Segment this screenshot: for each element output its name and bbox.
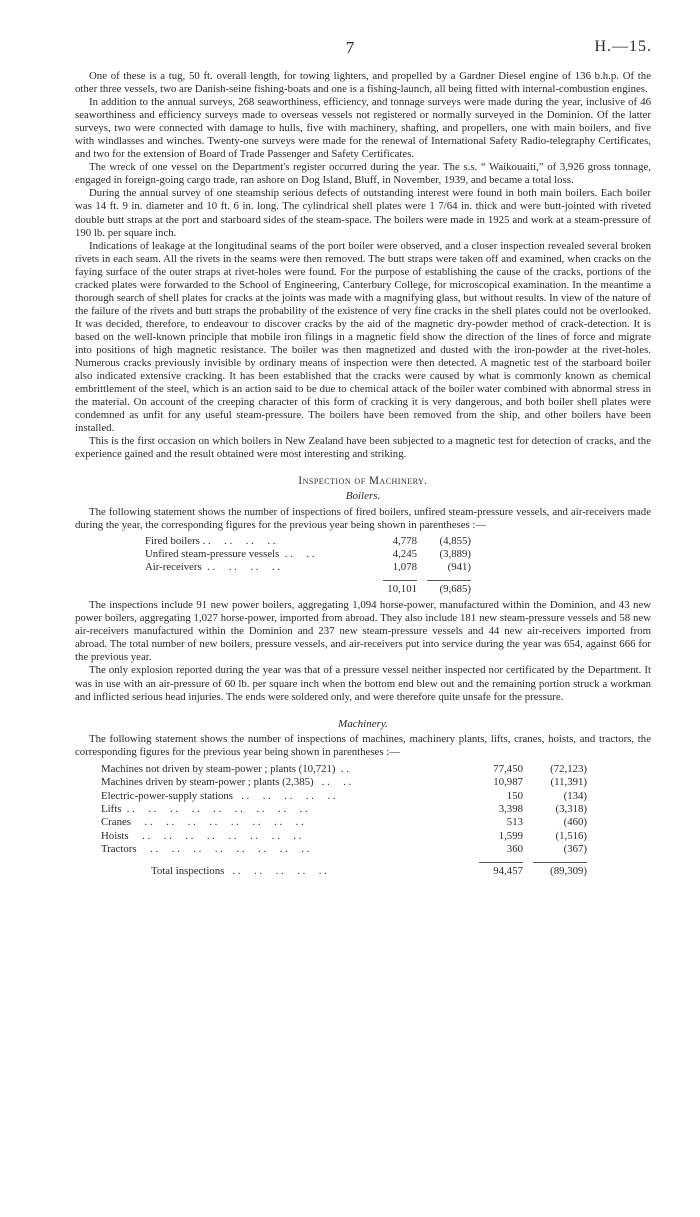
total-row [145,583,471,596]
row-value: 1,599 [498,829,523,842]
paragraph: This is the first occasion on which boilers in New Zealand have been subjected to a magnetic test for detection of cracks, and the experience gained and the result obtained were most interesting and striking. [75,435,651,461]
table-row [101,776,587,789]
row-label: Air-receivers [145,561,202,574]
table-row [145,561,471,574]
row-value: 10,987 [493,776,523,789]
row-label: Electric-power-supply stations [101,789,234,802]
row-previous: (4,855) [439,534,471,547]
row-previous: (941) [447,561,471,574]
row-previous: (11,391) [550,776,587,789]
leader-dots: . . [335,762,349,775]
total-label: Total inspections [151,864,225,877]
row-previous: (72,123) [550,762,587,775]
subheading-machinery: Machinery. [338,717,388,730]
table-row [145,548,471,561]
row-value: 513 [506,816,523,829]
paragraph: In addition to the annual surveys, 268 seaworthiness, efficiency, and tonnage surveys were made during the year, inclusive of 46 seaworthiness and efficiency surveys made to overseas vessels not registered or normally surveyed in the Dominion. Of the latter surveys, two were connected with damage to hulls, five with machinery, shafting, and propellers, one with main boilers, and five with windlasses and winches. Twenty-one surveys were made for the renewal of International Safety Radio-telegraphy Certificates, and two for the extension of Board of Trade Passenger and Safety Certificates. [75,96,651,161]
row-previous: (367) [563,843,587,856]
boilers-intro: The following statement shows the number of inspections of fired boilers, unfired steam-pressure vessels, and air-receivers made during the year, the corresponding figures for the previous year being shown in parentheses :— [75,505,651,531]
leader-dots: . . . . . . . . . . . . . . . . [128,829,302,842]
paragraph: During the annual survey of one steamship serious defects of outstanding interest were found in both main boilers. Each boiler was 14 ft. 9 in. diameter and 10 ft. 6 in. long. The cylindrical shell plates were 1 7/64 in. thick and were butt-jointed with riveted double butt straps at the port and starboard sides of the steam-space. The boilers were made in 1925 and work at a steam-pressure of 190 lb. per square inch. [75,187,651,239]
row-value: 77,450 [493,762,523,775]
total-row [101,865,587,878]
document-body [75,70,651,878]
total-previous: (9,685) [439,582,471,595]
leader-dots: . . . . . . . . . . . . . . . . . . [121,802,308,815]
table-row [101,843,587,856]
total-rule [479,862,523,863]
rule-row [101,857,587,865]
leader-dots: . . . . [279,548,315,560]
row-value: 150 [506,789,523,802]
row-previous: (134) [563,789,587,802]
row-value: 1,078 [392,561,417,574]
row-label: Machines driven by steam-power ; plants (2,385) [101,776,314,789]
table-row [145,535,471,548]
row-previous: (1,516) [555,829,587,842]
leader-dots: . . . . . . . . [201,561,281,574]
total-value: 94,457 [493,864,523,877]
machinery-intro: The following statement shows the number of inspections of machines, machinery plants, lifts, cranes, hoists, and tractors, the corresponding figures for the previous year being shown in parentheses :— [75,732,651,758]
rule-row [145,575,471,583]
paragraph: One of these is a tug, 50 ft. overall length, for towing lighters, and propelled by a Gardner Diesel engine of 136 b.h.p. Of the other three vessels, two are Danish-seine fishing-boats and one is a fishing-launch, all being fitted with internal-combustion engines. [75,70,651,96]
total-rule [427,580,471,581]
paragraph: The wreck of one vessel on the Department's register occurred during the year. The s.s. “ Waikouaiti,” of 3,926 gross tonnage, engaged in foreign-going cargo trade, ran ashore on Dog Island, Bluff, in November, 1939, and became a total loss. [75,161,651,187]
row-label: Cranes [101,816,131,829]
machinery-table [101,763,587,878]
leader-dots: . . . . . . . . [199,534,276,547]
section-heading: Inspection of Machinery. [298,475,428,488]
paragraph: Indications of leakage at the longitudinal seams of the port boiler were observed, and a closer inspection revealed several broken rivets in each seam. All the rivets in the seams were then removed. The butt straps were taken off and examined, when cracks on the faying surface of the outer straps at rivet-holes were found. For the purpose of establishing the cause of the cracks, portions of the cracked plates were forwarded to the School of Engineering, Canterbury College, for microscopical examination. In the meantime a thorough search of shell plates for cracks at the joints was made with a magnifying glass, but without results. In view of the nature of the failure of the rivets and butt straps the probability of the existence of very fine cracks in the shell plates could not be overlooked. It was decided, therefore, to endeavour to discover cracks by the aid of the magnetic dry-powder method of crack-detection. It is based on the well-known principle that mobile iron filings in a magnetic field show the direction of the lines of force and migrate into positions of high magnetic resistance. The boiler was then magnetized and dusted with the iron-powder at the rivet-holes. Numerous cracks previously invisible by ordinary means of inspection were then detected. A magnetic test of the starboard boiler also indicated extensive cracking. It has been established that the cracks were caused by what is commonly known as chemical embrittlement of the steel, which is an action said to be due to chemical attack of the boiler water combined with abnormal stress in the material. On account of the creeping character of this form of cracking it is very dangerous, and both boiler shell plates were condemned as unfit for any useful steam-pressure. The boilers have been removed from the ship, and other boilers have been installed. [75,239,651,435]
total-previous: (89,309) [550,864,587,877]
leader-dots: . . . . . . . . . . . . . . . . [130,816,304,829]
row-label: Lifts [101,802,122,815]
leader-dots: . . . . . . . . . . [224,864,327,877]
table-row [101,803,587,816]
row-value: 4,245 [392,548,417,560]
row-value: 3,398 [498,802,523,815]
row-label: Machines not driven by steam-power ; plants (10,721) [101,762,336,775]
row-label: Fired boilers [145,534,200,547]
total-rule [533,862,587,863]
leader-dots: . . . . . . . . . . [233,789,336,802]
subheading-boilers: Boilers. [345,490,381,503]
row-previous: (460) [563,816,587,829]
table-row [101,790,587,803]
table-row [101,816,587,829]
paragraph: The inspections include 91 new power boilers, aggregating 1,094 horse-power, manufactured within the Dominion, and 43 new power boilers, aggregating 1,027 horse-power, imported from abroad. They also include 181 new steam-pressure vessels and 58 new air-receivers manufactured within the Dominion and 237 new steam-pressure vessels and 44 new air-receivers imported from abroad. The total number of new boilers, pressure vessels, and air-receivers put into service during the year was 654, against 666 for the previous year. [75,599,651,664]
row-previous: (3,889) [439,548,471,560]
row-label: Tractors [101,843,137,856]
total-value: 10,101 [387,582,417,595]
leader-dots: . . . . . . . . . . . . . . . . [136,843,310,856]
total-rule [383,580,417,581]
row-label: Unfired steam-pressure vessels [145,548,280,560]
page-number: 7 [345,38,355,57]
row-label: Hoists [101,829,129,842]
row-value: 4,778 [392,534,417,547]
table-row [101,763,587,776]
row-value: 360 [506,843,523,856]
row-previous: (3,318) [555,802,587,815]
leader-dots: . . . . [313,776,352,789]
boilers-table [145,535,471,597]
document-reference: H.—15. [594,38,652,55]
paragraph: The only explosion reported during the year was that of a pressure vessel neither inspected nor certificated by the Department. It was in use with an air-pressure of 60 lb. per square inch when the bottom end blew out and the remaining portion struck a workman and inflicted serious head injuries. The ends were soldered only, and were therefore quite unsafe for the pressure. [75,664,651,703]
table-row [101,830,587,843]
